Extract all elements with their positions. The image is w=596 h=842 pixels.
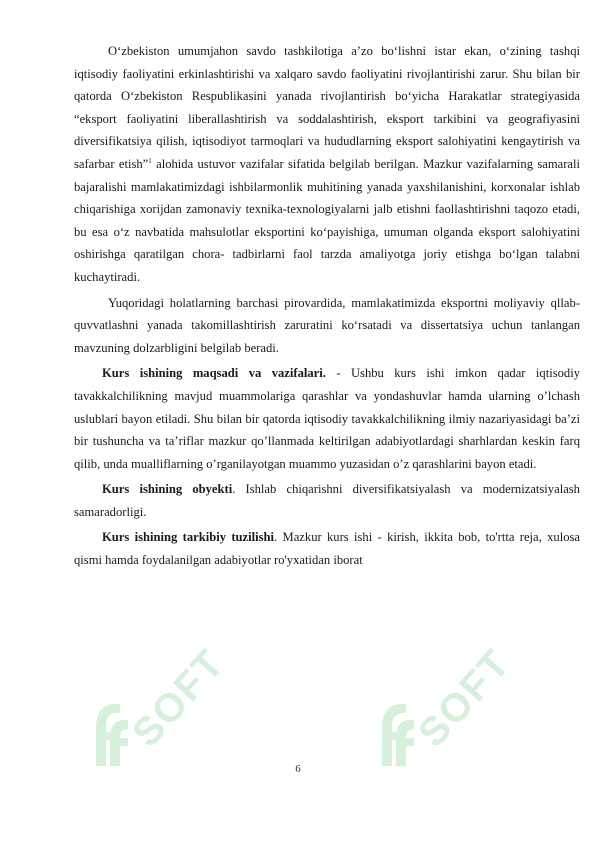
watermark-logo-left-icon: [86, 700, 130, 770]
watermark-logo-right-icon: [372, 700, 416, 770]
body-text: [74, 40, 580, 572]
paragraph-1-text-b: alohida ustuvor vazifalar sifatida belgilab berilgan. Mazkur vazifalarning samarali bajaralishi mamlakatimizdagi ishbilarmonlik muhitining yanada yaxshilanishini, korxonalar ishlab chiqarishiga xorijdan zamonaviy texnika-texnologiyalarni jalb etishni faollashtirishni taqozo etadi, bu esa o‘z navbatida mahsulotlar eksportini ko‘payishiga, umuman olganda eksport salohiyatini oshirishga qaratilgan chora- tadbirlarni faol tarzda amaliyotga joriy etishga bo‘lgan talabni kuchaytiradi.: [74, 156, 580, 284]
watermark-text-right: SOFT: [410, 640, 520, 756]
paragraph-4-text: . Ishlab chiqarishni diversifikatsiyalash va modernizatsiyalash samaradorligi.: [74, 482, 580, 519]
paragraph-2: [74, 292, 580, 360]
section-heading-structure: Kurs ishining tarkibiy tuzilishi: [102, 530, 275, 545]
section-heading-purpose: Kurs ishining maqsadi va vazifalari.: [102, 366, 326, 381]
paragraph-1-text-a: O‘zbekiston umumjahon savdo tashkilotiga a’zo bo‘lishni istar ekan, o‘zining tashqi iqtisodiy faoliyatini erkinlashtirishi va xalqaro savdo faoliyatini rivojlantirishi zarur. Shu bilan bir qatorda O‘zbekiston Respublikasini yanada rivojlantirish bo‘yicha Harakatlar strategiyasida “eksport faoliyatini liberallashtirish va soddalashtirish, eksport tarkibini va geografiyasini diversifikatsiya qilish, iqtisodiyot tarmoqlari va hududlarning eksport salohiyatini kengaytirish va safarbar etish”: [74, 44, 580, 171]
paragraph-1: [74, 40, 580, 289]
section-heading-object: Kurs ishining obyekti: [102, 482, 233, 497]
watermark-text-left: SOFT: [124, 640, 234, 756]
paragraph-2-text: Yuqoridagi holatlarning barchasi pirovardida, mamlakatimizda eksportni moliyaviy qllab-quvvatlashni yanada takomillashtirish zaruratini ko‘rsatadi va dissertatsiya uchun tanlangan mavzuning dolzarbligini belgilab beradi.: [74, 295, 580, 355]
paragraph-5: [74, 526, 580, 571]
paragraph-5-text: . Mazkur kurs ishi - kirish, ikkita bob, to'rtta reja, xulosa qismi hamda foydalanilgan adabiyotlar ro'yxatidan iborat: [74, 530, 580, 568]
paragraph-3: [74, 362, 580, 475]
footnote-reference[interactable]: 1: [148, 156, 152, 165]
paragraph-4: [74, 478, 580, 523]
paragraph-3-text: - Ushbu kurs ishi imkon qadar iqtisodiy tavakkalchilikning mavjud muammolariga qarashlar va yondashuvlar hamda ularning o’lchash uslublari bayon etiladi. Shu bilan bir qatorda iqtisodiy tavakkalchilikning ilmiy nazariyasidagi ba’zi bir tushuncha va ta’riflar mazkur qo’llanmada keltirilgan adabiyotlardagi sharhlardan keskin farq qilib, unda mualliflarning o’rganilayotgan muammo yuzasidan o’z qarashlarini bayon etadi.: [74, 366, 580, 471]
page-number: 6: [295, 763, 301, 775]
